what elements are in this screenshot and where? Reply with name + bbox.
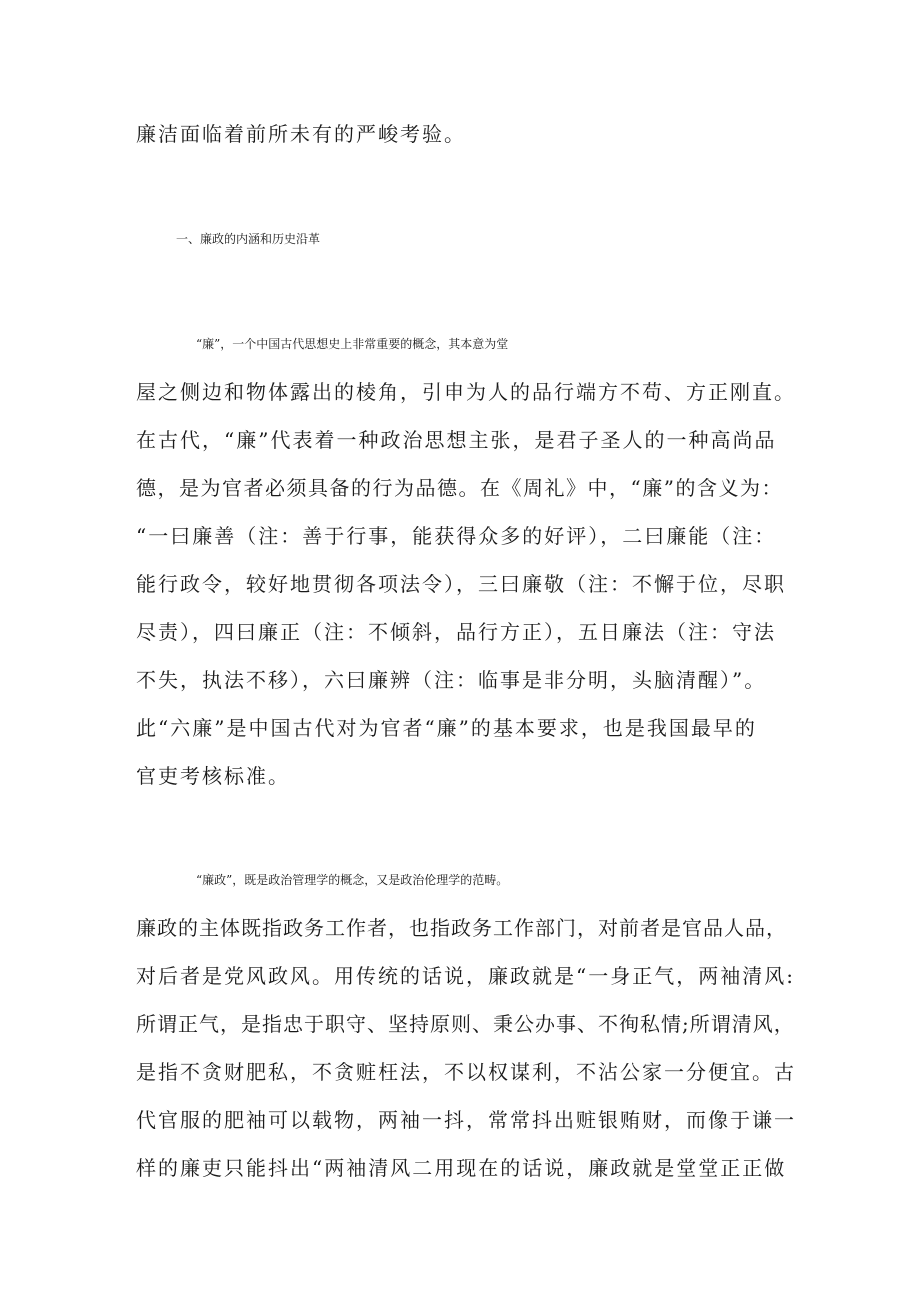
paragraph-line: 在古代，“廉”代表着一种政治思想主张，是君子圣人的一种高尚品: [136, 428, 777, 452]
paragraph-line: 官吏考核标准。: [136, 764, 290, 788]
paragraph-line: 代官服的肥袖可以载物，两袖一抖，常常抖出赃银贿财，而像于谦一: [136, 1108, 796, 1132]
paragraph-line: “一曰廉善（注：善于行事，能获得众多的好评），二曰廉能（注：: [136, 524, 777, 548]
paragraph-line: 对后者是党风政风。用传统的话说，廉政就是“一身正气，两袖清风:: [136, 964, 795, 988]
paragraph-line: 尽责），四曰廉正（注：不倾斜，品行方正），五日廉法（注：守法: [136, 620, 776, 644]
paragraph-line: 样的廉吏只能抖出“两袖清风二用现在的话说，廉政就是堂堂正正做: [136, 1156, 787, 1180]
intro-line: 廉洁面临着前所未有的严峻考验。: [136, 122, 466, 146]
paragraph-line: “廉”，一个中国古代思想史上非常重要的概念，其本意为堂: [196, 337, 509, 351]
paragraph-line: 德，是为官者必须具备的行为品德。在《周礼》中，“廉”的含义为：: [136, 476, 783, 500]
paragraph-line: 此“六廉”是中国古代对为官者“廉”的基本要求，也是我国最早的: [136, 716, 757, 740]
paragraph-line: 廉政的主体既指政务工作者，也指政务工作部门，对前者是官品人品，: [136, 916, 787, 940]
paragraph-line: 能行政令，较好地贯彻各项法令），三曰廉敬（注：不懈于位，尽职: [136, 572, 786, 596]
paragraph-line: 不失，执法不移），六曰廉辨（注：临事是非分明，头脑清醒）”。: [136, 668, 767, 692]
paragraph-line: “廉政”，既是政治管理学的概念，又是政治伦理学的范畴。: [196, 873, 509, 887]
paragraph-line: 屋之侧边和物体露出的棱角，引申为人的品行端方不苟、方正刚直。: [136, 380, 796, 404]
paragraph-line: 是指不贪财肥私，不贪赃枉法，不以权谋利，不沾公家一分便宜。古: [136, 1060, 796, 1084]
section-heading: 一、廉政的内涵和历史沿革: [176, 232, 321, 246]
paragraph-line: 所谓正气，是指忠于职守、坚持原则、秉公办事、不徇私情;所谓清风，: [136, 1012, 795, 1036]
